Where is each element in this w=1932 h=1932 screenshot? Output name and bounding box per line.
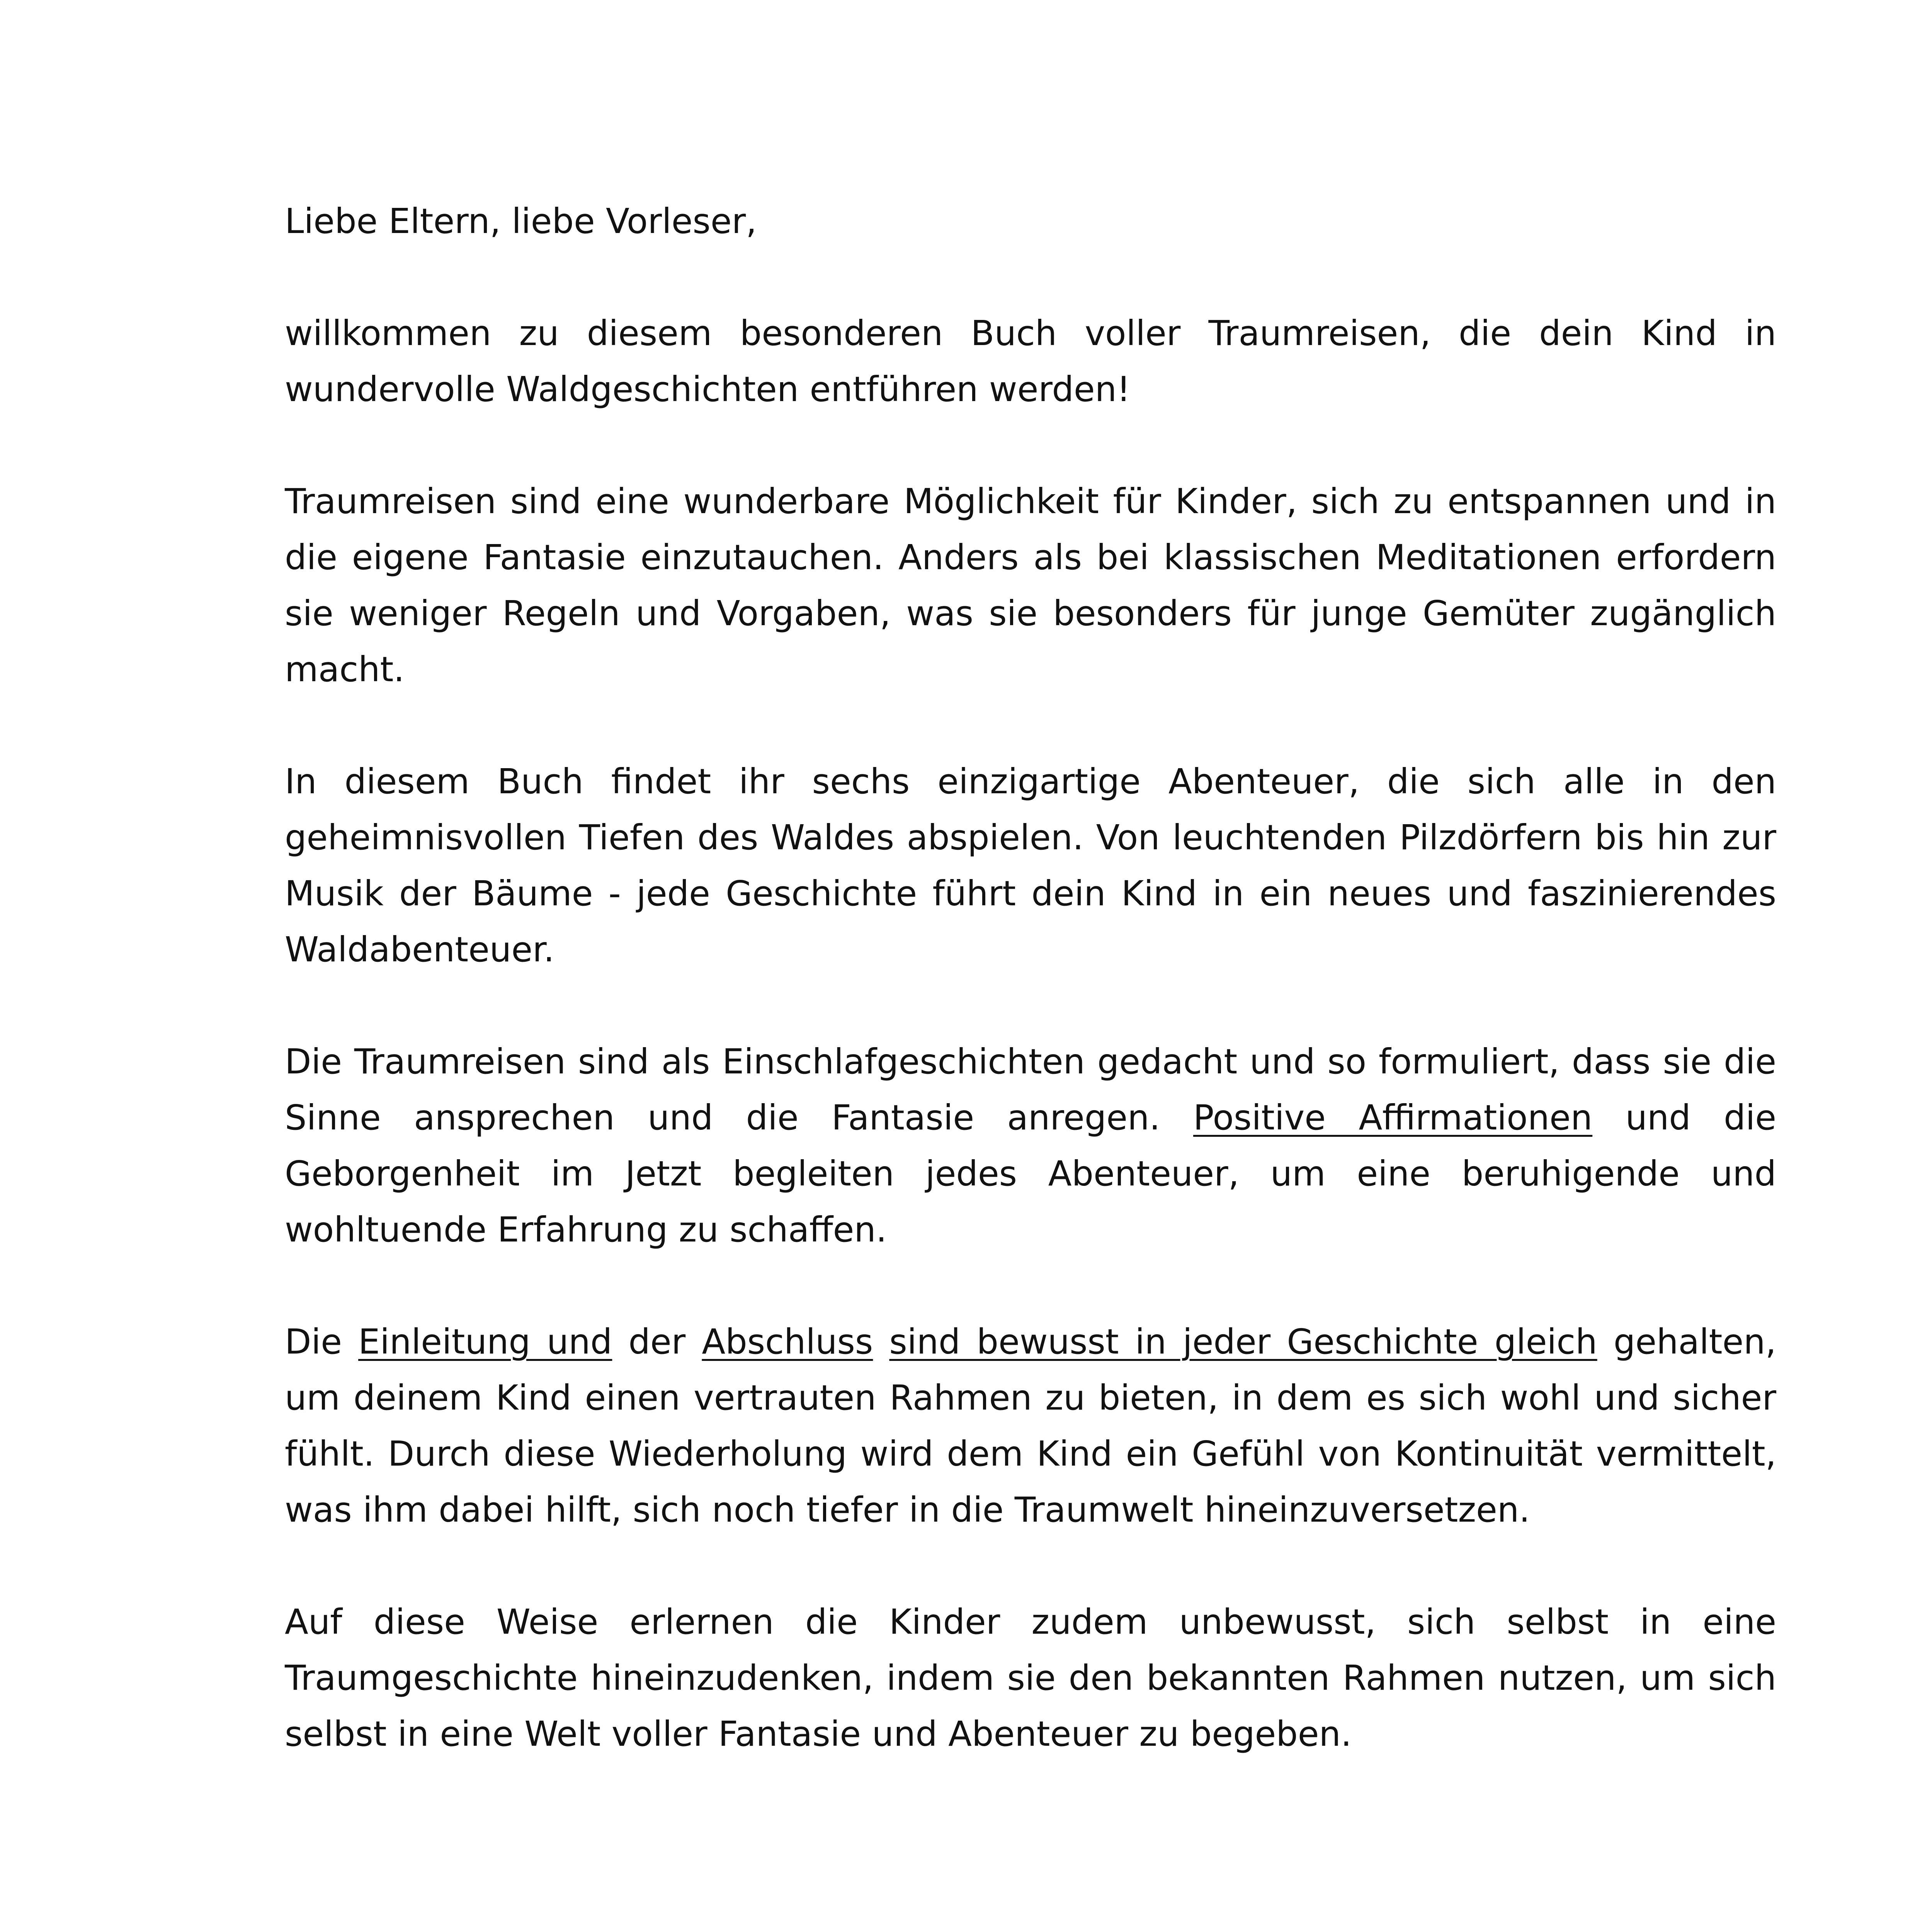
paragraph-learning: Auf diese Weise erlernen die Kinder zudem unbewusst, sich selbst in eine Traumgeschichte hineinzudenken, indem sie den bekannten Rahmen nutzen, um sich selbst in eine Welt voller Fantasie und Abenteuer zu begeben. <box>285 1602 1776 1754</box>
salutation: Liebe Eltern, liebe Vorleser, <box>285 201 757 241</box>
paragraph-dream-journeys: Traumreisen sind eine wunderbare Möglichkeit für Kinder, sich zu entspannen und in die eigene Fantasie einzutauchen. Anders als bei klassischen Meditationen erfordern sie weniger Regeln und Vorgaben, was sie besonders für junge Gemüter zugänglich macht. <box>285 481 1776 689</box>
paragraph-bedtime-stories <box>285 1034 1776 1258</box>
underlined-consciously-same: sind bewusst in jeder Geschichte gleich <box>889 1321 1597 1362</box>
underlined-positive-affirmations: Positive Affirmationen <box>1193 1097 1593 1138</box>
text-span: und die Geborgenheit im Jetzt begleiten jedes Abenteuer, um eine beruhigende und wohltuende Erfahrung zu schaffen. <box>285 1097 1777 1250</box>
document-body <box>285 193 1776 1818</box>
text-span: Die <box>285 1321 359 1362</box>
paragraph-adventures: In diesem Buch findet ihr sechs einzigartige Abenteuer, die sich alle in den geheimnisvollen Tiefen des Waldes abspielen. Von leuchtenden Pilzdörfern bis hin zur Musik der Bäume - jede Geschichte führt dein Kind in ein neues und faszinierendes Waldabenteuer. <box>285 761 1776 969</box>
paragraph-introduction-conclusion <box>285 1314 1776 1538</box>
text-span: gehalten, um deinem Kind einen vertrauten Rahmen zu bieten, in dem es sich wohl und sicher fühlt. Durch diese Wiederholung wird dem Kind ein Gefühl von Kontinuität vermittelt, was ihm dabei hilft, sich noch tiefer in die Traumwelt hineinzuversetzen. <box>285 1321 1776 1530</box>
underlined-conclusion: Abschluss <box>702 1321 873 1362</box>
underlined-introduction: Einleitung und <box>358 1321 612 1362</box>
paragraph-welcome: willkommen zu diesem besonderen Buch voller Traumreisen, die dein Kind in wundervolle Waldgeschichten entführen werden! <box>285 313 1776 409</box>
text-span: der <box>612 1321 702 1362</box>
text-span: Die Traumreisen sind als Einschlafgeschichten gedacht und so formuliert, dass sie die Sinne ansprechen und die Fantasie anregen. <box>285 1041 1776 1138</box>
text-span <box>873 1321 889 1362</box>
